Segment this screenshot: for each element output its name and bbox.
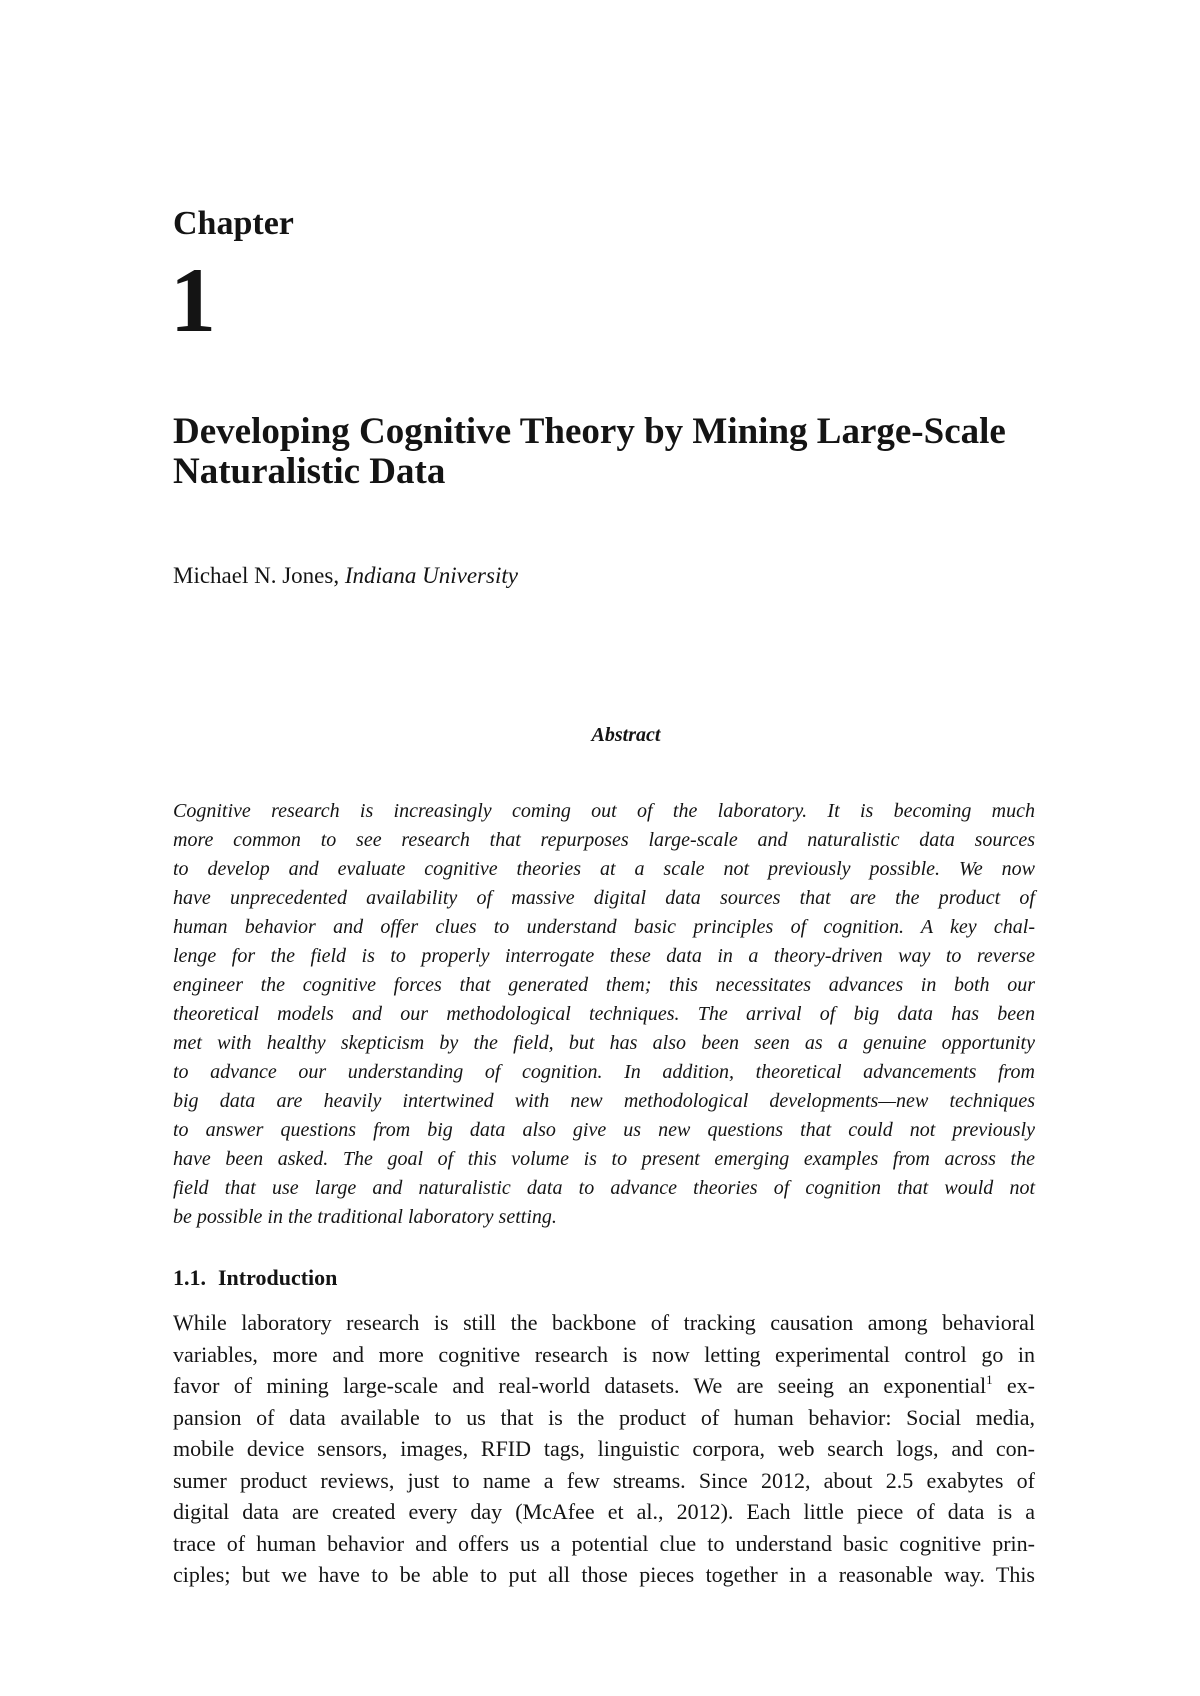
chapter-number: 1: [170, 249, 216, 351]
paragraph-line: [173, 1370, 1035, 1402]
paragraph-line: pansion of data available to us that is the product of human behavior: Social media,: [173, 1404, 1035, 1430]
abstract-line: met with healthy skepticism by the field, but has also been seen as a genuine opportunity: [173, 1032, 1035, 1054]
abstract-line: to advance our understanding of cognition. In addition, theoretical advancements from: [173, 1061, 1035, 1083]
abstract-line: big data are heavily intertwined with new methodological developments—new techniques: [173, 1090, 1035, 1112]
abstract-line: more common to see research that repurposes large-scale and naturalistic data sources: [173, 829, 1035, 851]
paragraph-line: sumer product reviews, just to name a few streams. Since 2012, about 2.5 exabytes of: [173, 1467, 1035, 1493]
abstract-line: to develop and evaluate cognitive theories at a scale not previously possible. We now: [173, 858, 1035, 880]
abstract-line: be possible in the traditional laboratory setting.: [173, 1206, 557, 1228]
paragraph-line: mobile device sensors, images, RFID tags, linguistic corpora, web search logs, and con-: [173, 1436, 1035, 1461]
section-heading: [173, 1264, 337, 1292]
abstract-line: human behavior and offer clues to understand basic principles of cognition. A key chal-: [173, 916, 1035, 938]
section-title: Introduction: [218, 1265, 338, 1290]
paragraph-line-text: favor of mining large-scale and real-world datasets. We are seeing an exponential: [173, 1373, 987, 1398]
paragraph-line: trace of human behavior and offers us a potential clue to understand basic cognitive prin-: [173, 1530, 1035, 1556]
section-number: 1.1.: [173, 1265, 206, 1290]
abstract-heading: Abstract: [591, 724, 661, 746]
author-name: Michael N. Jones,: [173, 563, 340, 588]
footnote-marker[interactable]: 1: [986, 1372, 993, 1387]
abstract-line: have been asked. The goal of this volume is to present emerging examples from across the: [173, 1148, 1035, 1170]
chapter-label: Chapter: [173, 205, 294, 242]
abstract-line: Cognitive research is increasingly coming out of the laboratory. It is becoming much: [173, 800, 1035, 822]
paragraph-line-text: ex-: [992, 1373, 1035, 1398]
introduction-paragraph: [173, 1307, 1035, 1591]
author-affiliation: Indiana University: [344, 563, 518, 588]
abstract-line: have unprecedented availability of massive digital data sources that are the product of: [173, 887, 1035, 909]
paragraph-line: variables, more and more cognitive research is now letting experimental control go in: [173, 1341, 1035, 1367]
paragraph-line: While laboratory research is still the backbone of tracking causation among behavioral: [173, 1310, 1035, 1335]
abstract-line: to answer questions from big data also give us new questions that could not previously: [173, 1119, 1035, 1141]
author-line: [173, 562, 518, 590]
paragraph-line: ciples; but we have to be able to put all those pieces together in a reasonable way. This: [173, 1562, 1035, 1587]
paragraph-line: digital data are created every day (McAfee et al., 2012). Each little piece of data is a: [173, 1499, 1035, 1524]
abstract-line: lenge for the field is to properly interrogate these data in a theory-driven way to reverse: [173, 945, 1035, 967]
abstract-line: field that use large and naturalistic data to advance theories of cognition that would not: [173, 1177, 1035, 1199]
chapter-title-line: Naturalistic Data: [173, 451, 446, 492]
chapter-title: [173, 412, 1093, 492]
chapter-title-line: Developing Cognitive Theory by Mining Large-Scale: [173, 411, 1006, 452]
abstract-line: theoretical models and our methodological techniques. The arrival of big data has been: [173, 1003, 1035, 1025]
abstract-line: engineer the cognitive forces that generated them; this necessitates advances in both our: [173, 974, 1035, 996]
abstract-body: [173, 797, 1035, 1232]
